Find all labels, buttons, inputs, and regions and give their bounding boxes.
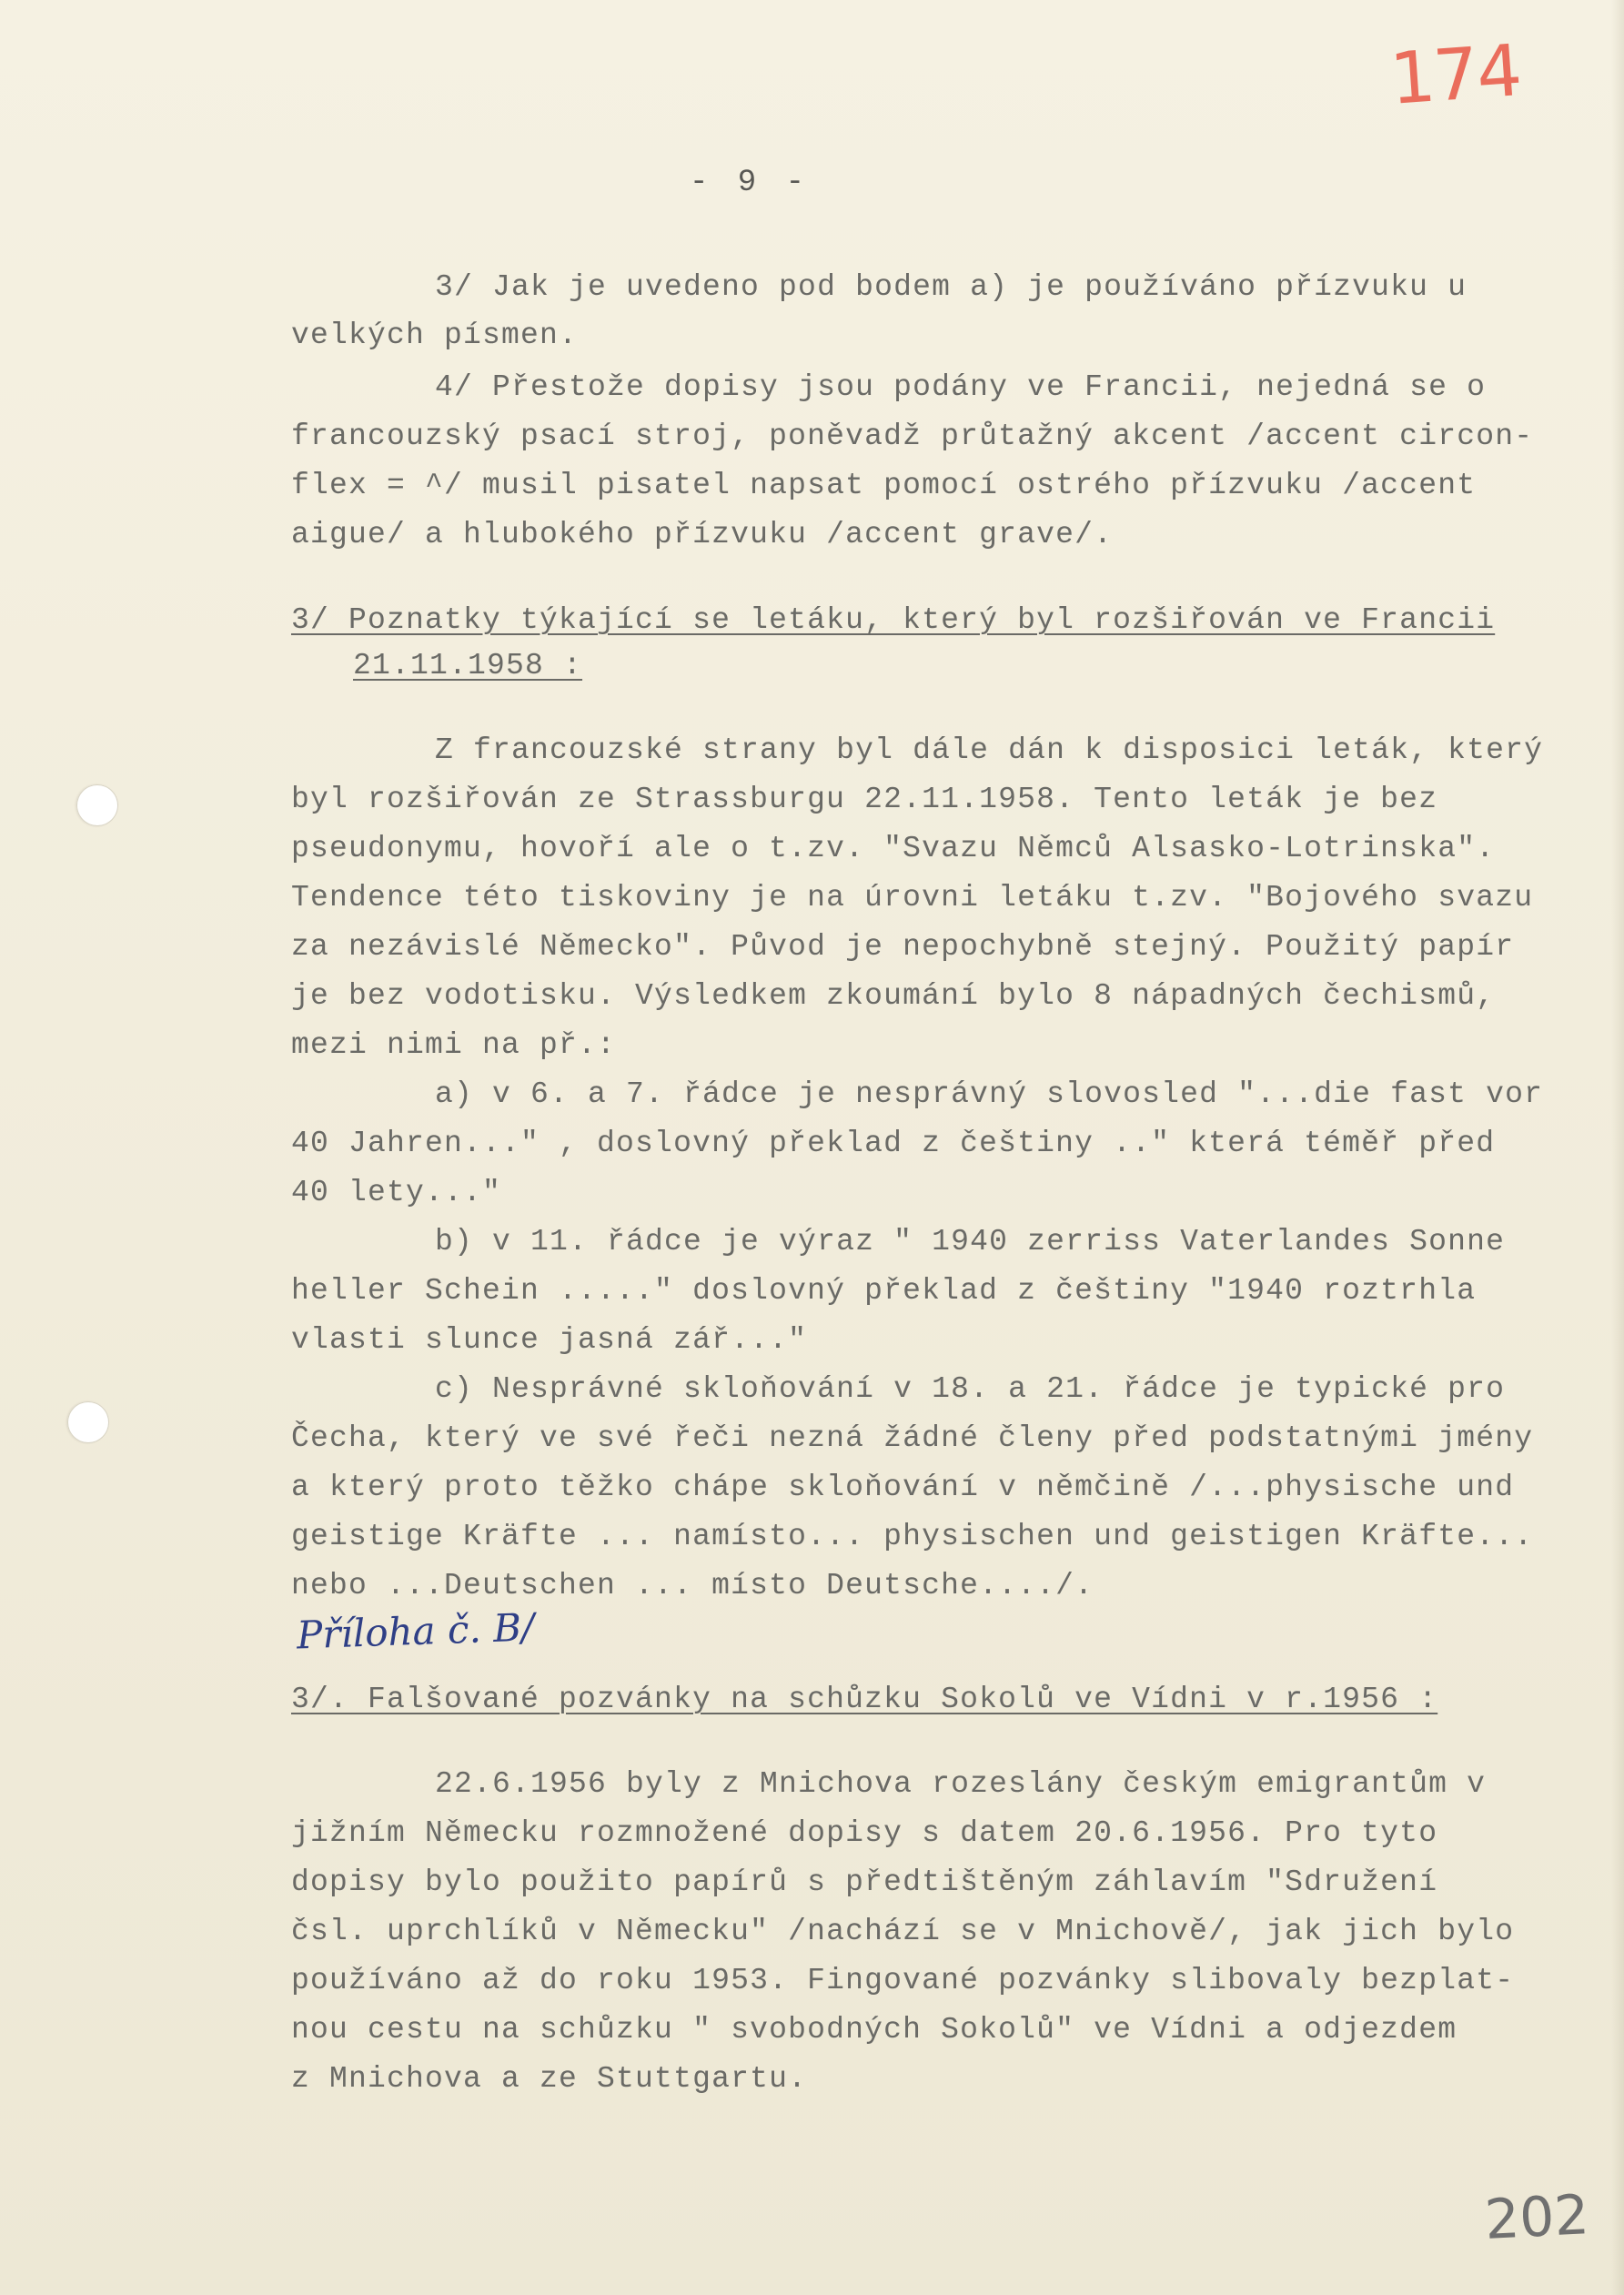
text-line: byl rozšiřován ze Strassburgu 22.11.1958. Tento leták je bez	[291, 783, 1438, 816]
page-number: - 9 -	[690, 166, 811, 200]
section-heading-date: 21.11.1958 :	[353, 649, 583, 682]
punch-hole-upper	[76, 784, 118, 826]
text-line: geistige Kräfte ... namísto... physischen und geistigen Kräfte...	[291, 1520, 1534, 1553]
text-line: 4/ Přestože dopisy jsou podány ve Francii, nejedná se o	[435, 370, 1487, 404]
text-line: aigue/ a hlubokého přízvuku /accent grave/.	[291, 518, 1114, 551]
list-item-c: c) Nesprávné skloňování v 18. a 21. řádce je typické pro	[435, 1372, 1506, 1406]
section-heading: 3/ Poznatky týkající se letáku, který byl rozšiřován ve Francii	[291, 603, 1496, 637]
text-line: používáno až do roku 1953. Fingované pozvánky slibovaly bezplat-	[291, 1964, 1515, 1997]
list-item-a: a) v 6. a 7. řádce je nesprávný slovosled "...die fast vor	[435, 1077, 1544, 1111]
text-line: jižním Německu rozmnožené dopisy s datem 20.6.1956. Pro tyto	[291, 1816, 1438, 1850]
archive-folio-number-top: 174	[1387, 30, 1523, 121]
text-line: flex = ^/ musil pisatel napsat pomocí ostrého přízvuku /accent	[291, 469, 1477, 502]
text-line: za nezávislé Německo". Původ je nepochybně stejný. Použitý papír	[291, 930, 1515, 964]
text-line: a který proto těžko chápe skloňování v němčině /...physische und	[291, 1471, 1515, 1504]
text-line: heller Schein ....." doslovný překlad z češtiny "1940 roztrhla	[291, 1274, 1477, 1308]
text-line: nou cestu na schůzku " svobodných Sokolů" ve Vídni a odjezdem	[291, 2013, 1458, 2047]
text-line: 40 Jahren..." , doslovný překlad z češtiny .." která téměř před	[291, 1127, 1496, 1160]
text-line: dopisy bylo použito papírů s předtištěným záhlavím "Sdružení	[291, 1865, 1438, 1899]
punch-hole-lower	[67, 1401, 109, 1443]
text-line: Z francouzské strany byl dále dán k disposici leták, který	[435, 733, 1544, 767]
text-line: 40 lety..."	[291, 1176, 502, 1209]
text-line: francouzský psací stroj, poněvadž průtažný akcent /accent circon-	[291, 420, 1534, 453]
text-line: Tendence této tiskoviny je na úrovni letáku t.zv. "Bojového svazu	[291, 881, 1534, 915]
text-line: vlasti slunce jasná zář..."	[291, 1323, 808, 1357]
text-line: 3/ Jak je uvedeno pod bodem a) je používáno přízvuku u	[435, 270, 1468, 304]
text-line: mezi nimi na př.:	[291, 1028, 617, 1062]
text-line: velkých písmen.	[291, 318, 579, 352]
text-line: 22.6.1956 byly z Mnichova rozeslány českým emigrantům v	[435, 1767, 1487, 1801]
section-heading: 3/. Falšované pozvánky na schůzku Sokolů ve Vídni v r.1956 :	[291, 1683, 1438, 1716]
text-line: nebo ...Deutschen ... místo Deutsche..../.	[291, 1569, 1094, 1602]
text-line: z Mnichova a ze Stuttgartu.	[291, 2062, 808, 2096]
text-line: čsl. uprchlíků v Německu" /nachází se v Mnichově/, jak jich bylo	[291, 1915, 1515, 1948]
list-item-b: b) v 11. řádce je výraz " 1940 zerriss Vaterlandes Sonne	[435, 1225, 1506, 1259]
archive-folio-number-bottom: 202	[1483, 2183, 1591, 2252]
page-edge-shadow	[1611, 0, 1624, 2295]
text-line: pseudonymu, hovoří ale o t.zv. "Svazu Němců Alsasko-Lotrinska".	[291, 832, 1496, 865]
text-line: je bez vodotisku. Výsledkem zkoumání bylo 8 nápadných čechismů,	[291, 979, 1496, 1013]
handwritten-annotation: Příloha č. B/	[296, 1604, 535, 1658]
text-line: Čecha, který ve své řeči nezná žádné členy před podstatnými jmény	[291, 1421, 1534, 1455]
